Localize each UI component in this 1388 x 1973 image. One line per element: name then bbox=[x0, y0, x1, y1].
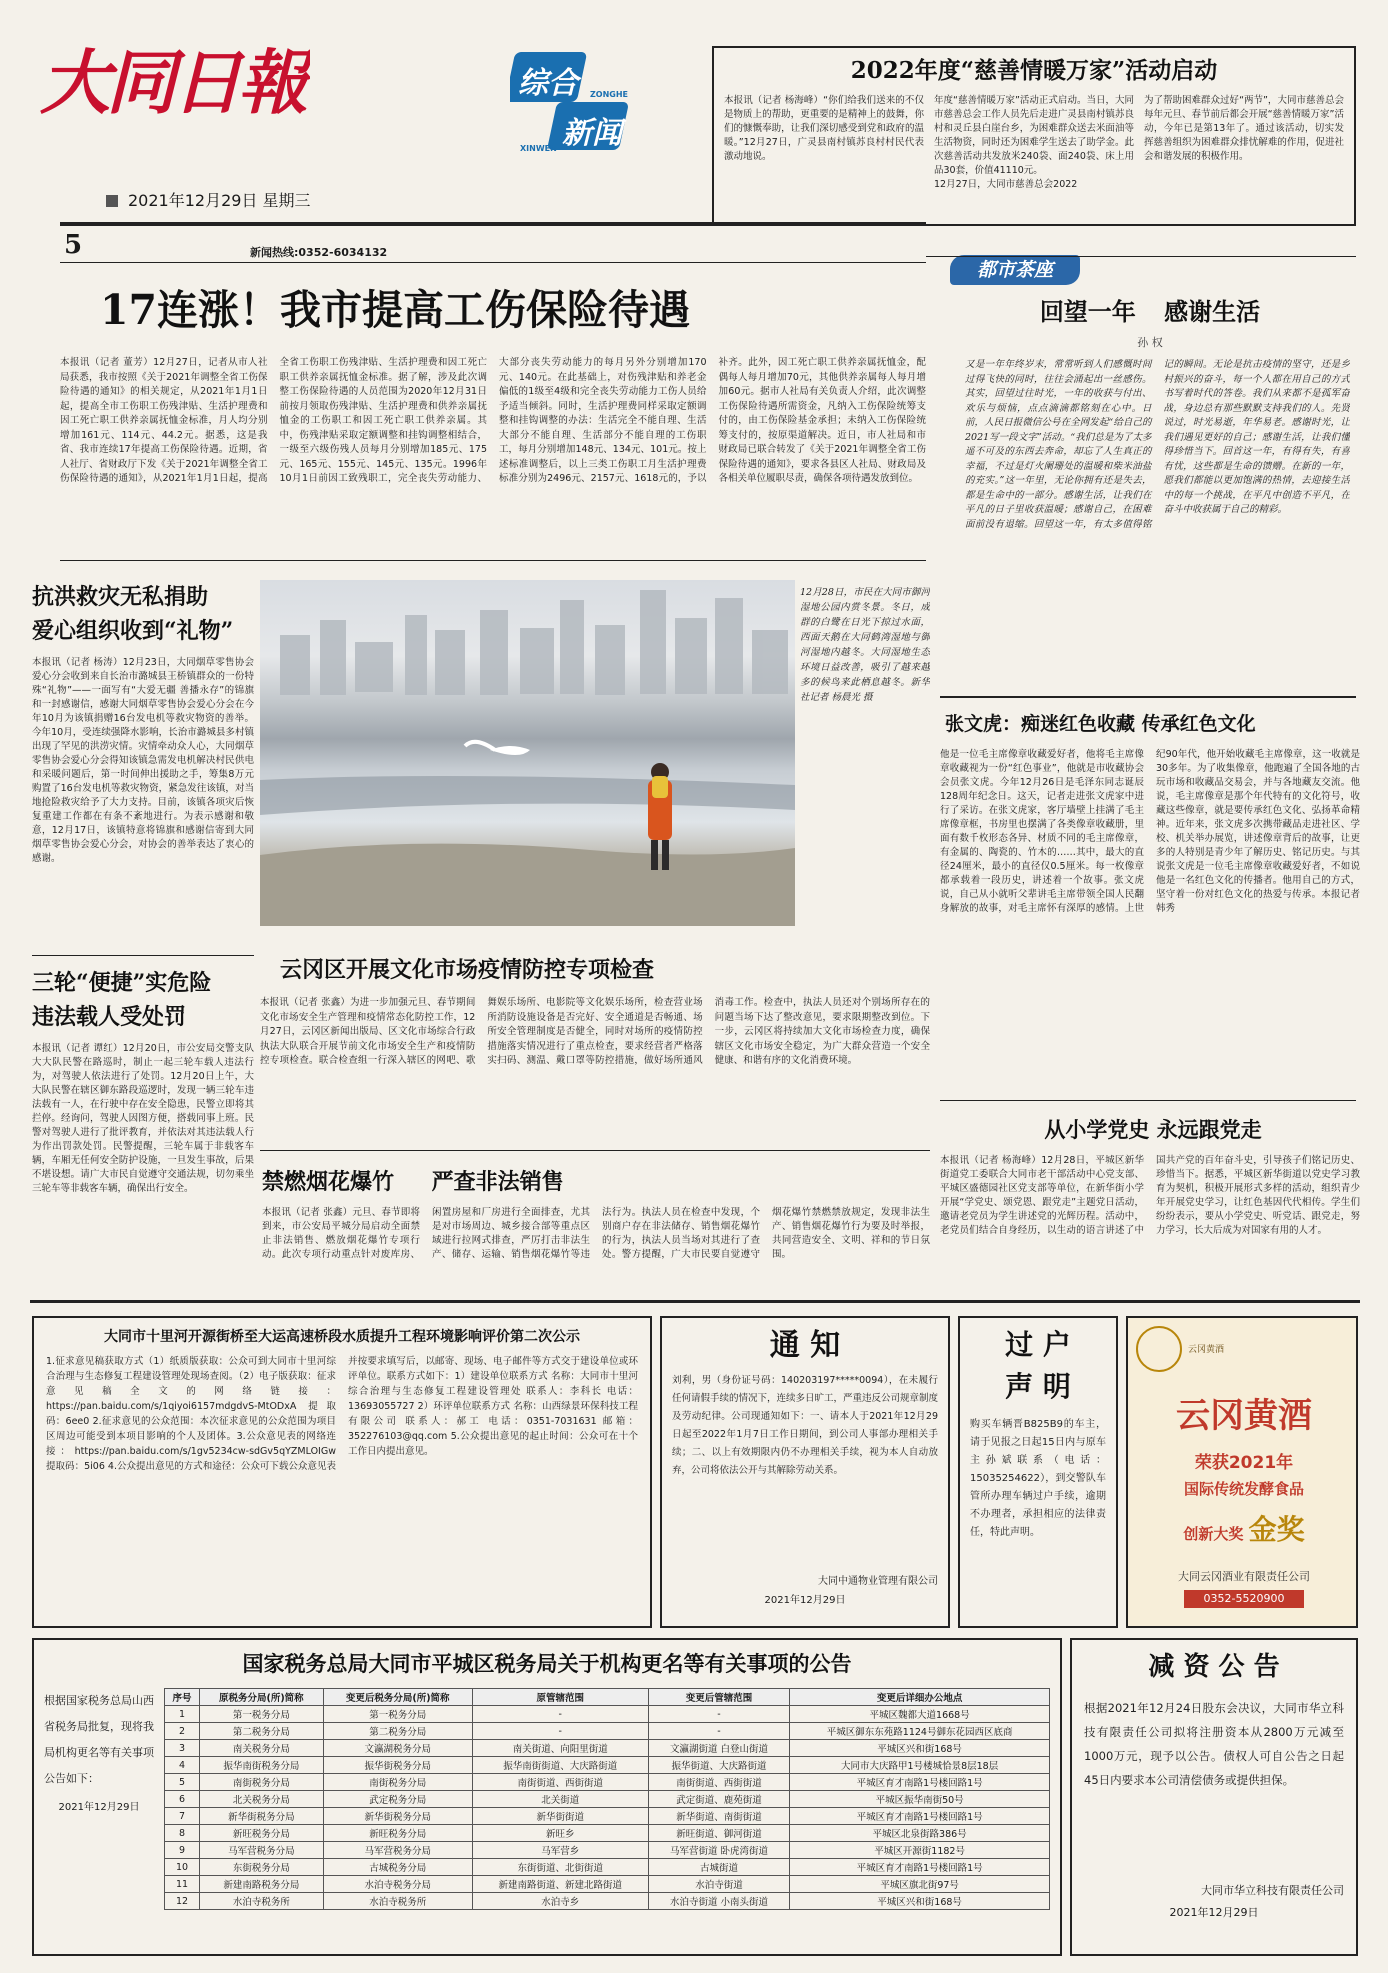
table-cell: 北关税务分局 bbox=[200, 1791, 324, 1808]
table-cell: 水泊寺税务所 bbox=[323, 1893, 472, 1910]
collector-headline: 张文虎：痴迷红色收藏 传承红色文化 bbox=[945, 713, 1256, 735]
table-cell: 平城区旗北街97号 bbox=[790, 1876, 1050, 1893]
inspect-headline: 云冈区开展文化市场疫情防控专项检查 bbox=[280, 957, 655, 983]
inspect-body: 本报讯（记者 张鑫）为进一步加强元旦、春节期间文化市场安全生产管理和疫情常态化防控工作，12月27日，云冈区新闻出版局、区文化市场综合行政执法大队联合开展节前文化市场安全生产和疫情防控专项检查。联合检查组一行深入辖区的网吧、歌舞娱乐场所、电影院等文化娱乐场所，检查营业场所消防设施设备是否完好、安全通道是否畅通、场所安全管理制度是否健全，同时对场所的疫情防控措施落实情况进行了重点检查，要求经营者严格落实扫码、测温、戴口罩等防控措施，做好场所通风消毒工作。检查中，执法人员还对个别场所存在的问题当场下达了整改意见，要求限期整改到位。下一步，云冈区将持续加大文化市场检查力度，确保辖区文化市场安全稳定，为广大群众营造一个安全健康、和谐有序的文化消费环境。 bbox=[260, 997, 930, 1066]
transfer-notice: 过 户 声 明 购买车辆晋B825B9的车主，请于见报之日起15日内与原车主孙斌联系（电话：15035254622），到交警队车管所办理车辆过户手续，逾期不办理者，承担相应的法律责任，特此声明。 bbox=[958, 1316, 1118, 1628]
table-cell: 水泊寺街道 bbox=[648, 1876, 790, 1893]
tax-table-header: 变更后税务分局(所)简称 bbox=[323, 1689, 472, 1706]
table-cell: 南关街道、向阳里街道 bbox=[472, 1740, 648, 1757]
section-badge: 综合 新闻 ZONGHE XINWEN bbox=[510, 40, 670, 160]
tax-table-header: 变更后管辖范围 bbox=[648, 1689, 790, 1706]
tax-table bbox=[164, 1688, 1050, 1910]
employment-notice: 通 知 刘利，男（身份证号码：140203197*****0094），在未履行任何请假手续的情况下，连续多日旷工，严重违反公司规章制度及劳动纪律。公司现通知如下：一、请本人于2021年12月29日起至2022年1月7日工作日期间，到公司人事部办理相关手续；二、以上有效期限内仍不办理相关手续，视为本人自动放弃，公司将依法公开与其解除劳动关系。 大同中通物业管理有限公司 2021年12月29日 bbox=[660, 1316, 950, 1628]
wine-logo-text: 云冈黄酒 bbox=[1188, 1345, 1225, 1355]
table-cell: 新旺乡 bbox=[472, 1825, 648, 1842]
table-cell: 6 bbox=[165, 1791, 200, 1808]
table-cell: 马军营税务分局 bbox=[323, 1842, 472, 1859]
table-cell: 马军营街道 卧虎湾街道 bbox=[648, 1842, 790, 1859]
charity-headline: 2022年度“慈善情暖万家”活动启动 bbox=[850, 57, 1218, 84]
table-cell: 南街街道、西街街道 bbox=[648, 1774, 790, 1791]
table-cell: 3 bbox=[165, 1740, 200, 1757]
table-row bbox=[165, 1723, 1050, 1740]
table-row bbox=[165, 1791, 1050, 1808]
table-cell: 南街税务分局 bbox=[323, 1774, 472, 1791]
table-row bbox=[165, 1757, 1050, 1774]
table-cell: 马军营乡 bbox=[472, 1842, 648, 1859]
tricycle-headline: 三轮“便捷”实危险 违法载人受处罚 bbox=[32, 970, 212, 1030]
table-row bbox=[165, 1876, 1050, 1893]
charity-article: 2022年度“慈善情暖万家”活动启动 本报讯（记者 杨海峰）“你们给我们送来的不仅是物质上的帮助，更重要的是精神上的鼓舞，你们的慷慨奉助，让我们深切感受到党和政府的温暖。”12月27日，广灵县南村镇苏良村村民代表激动地说。 年度“慈善情暖万家”活动正式启动。当日，大同市慈善总会工作人员先后走进广灵县南村镇苏良村和灵丘县白崖台乡，为困难群众送去米面油等生活物资，同时还为困难学生送去了助学金。此次慈善活动共发放米240袋、面240袋、床上用品30套，价值41110元。 12月27日，大同市慈善总会2022 为了帮助困难群众过好“两节”，大同市慈善总会每年元旦、春节前后都会开展“慈善情暖万家”活动，今年已是第13年了。通过该活动，切实发挥慈善组织为困难群众排忧解难的作用，促进社会和谐发展的积极作用。 bbox=[712, 46, 1356, 226]
table-row bbox=[165, 1893, 1050, 1910]
table-cell: 南街街道、西街街道 bbox=[472, 1774, 648, 1791]
table-cell: 马军营税务分局 bbox=[200, 1842, 324, 1859]
table-cell: 2 bbox=[165, 1723, 200, 1740]
table-cell: 振华南街街道、大庆路街道 bbox=[472, 1757, 648, 1774]
swan-photo bbox=[260, 580, 795, 926]
tax-table-header: 序号 bbox=[165, 1689, 200, 1706]
table-cell: 文瀛湖税务分局 bbox=[323, 1740, 472, 1757]
table-cell: 新华街税务分局 bbox=[323, 1808, 472, 1825]
lead-body: 本报讯（记者 董芳）12月27日，记者从市人社局获悉，我市按照《关于2021年调整全省工伤保险待遇的通知》的相关规定，从2021年1月1日起，提高全市工伤职工伤残津贴、生活护理费和因工死亡职工供养亲属抚恤金标准，月人均分别增加161元、114元、44.2元。据悉，这是我省、我市连续17年提高工伤保险待遇。近期，省人社厅、省财政厅下发《关于2021年调整全省工伤保险待遇的通知》，从2021年1月1日起，提高全省工伤职工伤残津贴、生活护理费和因工死亡职工供养亲属抚恤金标准。据了解，涉及此次调整工伤保险待遇的人员范围为2020年12月31日前按月领取伤残津贴、生活护理费和供养亲属抚恤金的工伤职工和因工死亡职工供养亲属。其中，伤残津贴采取定额调整和挂钩调整相结合，一级至六级伤残人员每月分别增加185元、175元、165元、155元、145元、135元。1996年10月1日前因工致残职工，完全丧失劳动能力、大部分丧失劳动能力的每月另外分别增加170元、140元。在此基础上，对伤残津贴和养老金偏低的1级至4级和完全丧失劳动能力工伤人员给予适当倾斜。同时，生活护理费同样采取定额调整和挂钩调整的办法：生活完全不能自理、生活大部分不能自理、生活部分不能自理的工伤职工，每月分别增加148元、134元、101元。按上述标准调整后，以上三类工伤职工月生活护理费标准分别为2496元、2157元、1618元的，予以补齐。此外，因工死亡职工供养亲属抚恤金，配偶每人每月增加70元，其他供养亲属每人每月增加60元。据市人社局有关负责人介绍，此次调整工伤保险待遇所需资金，凡纳入工伤保险统筹支付的，由工伤保险基金承担；未纳入工伤保险统筹支付的，按原渠道解决。近日，市人社局和市财政局已联合转发了《关于2021年调整全省工伤保险待遇的通知》，要求各县区人社局、财政局及各相关单位履职尽责，确保各项待遇发放到位。 bbox=[60, 357, 926, 484]
table-cell: 平城区育才南路1号楼回路1号 bbox=[790, 1859, 1050, 1876]
table-cell: 5 bbox=[165, 1774, 200, 1791]
column-label: 都市茶座 bbox=[950, 255, 1080, 285]
photo-caption: 12月28日，市民在大同市御河湿地公园内赏冬景。冬日，成群的白鹭在日光下掠过水面，西面天鹅在大同鹤湾湿地与御河湿地内越冬。大同湿地生态环境日益改善，吸引了越来越多的候鸟来此栖息越冬。新华社记者 杨晨光 摄 bbox=[800, 587, 930, 703]
table-cell: 11 bbox=[165, 1876, 200, 1893]
table-cell: - bbox=[472, 1706, 648, 1723]
party-body: 本报讯（记者 杨海峰）12月28日，平城区新华街道党工委联合大同市老干部活动中心党支部、平城区盛德园社区党支部等单位，在新华街小学开展“学党史、颂党恩、跟党走”主题党日活动，邀请老党员为学生讲述党的光辉历程。活动中，老党员们结合自身经历，以生动的语言讲述了中国共产党的百年奋斗史，引导孩子们铭记历史、珍惜当下。据悉，平城区新华街道以党史学习教育为契机，积极开展形式多样的活动，组织青少年开展党史学习，让红色基因代代相传。学生们纷纷表示，要从小学党史、听党话、跟党走，努力学习，长大后成为对国家有用的人才。 bbox=[940, 1155, 1360, 1236]
table-cell: 新建南路街道、新建北路街道 bbox=[472, 1876, 648, 1893]
table-cell: 12 bbox=[165, 1893, 200, 1910]
table-row bbox=[165, 1859, 1050, 1876]
table-cell: 北关街道 bbox=[472, 1791, 648, 1808]
table-cell: - bbox=[648, 1723, 790, 1740]
table-cell: 平城区魏都大道1668号 bbox=[790, 1706, 1050, 1723]
table-cell: 振华街税务分局 bbox=[323, 1757, 472, 1774]
table-cell: 新建南路税务分局 bbox=[200, 1876, 324, 1893]
tax-table-header: 原税务分局(所)简称 bbox=[200, 1689, 324, 1706]
table-cell: 新华街道、南街街道 bbox=[648, 1808, 790, 1825]
table-cell: 新旺街道、御河街道 bbox=[648, 1825, 790, 1842]
table-row bbox=[165, 1842, 1050, 1859]
relief-headline: 抗洪救灾无私捐助 爱心组织收到“礼物” bbox=[32, 584, 234, 644]
table-cell: 8 bbox=[165, 1825, 200, 1842]
table-cell: 9 bbox=[165, 1842, 200, 1859]
table-cell: 第二税务分局 bbox=[200, 1723, 324, 1740]
table-cell: 南关税务分局 bbox=[200, 1740, 324, 1757]
tricycle-body: 本报讯（记者 谭红）12月20日，市公安局交警支队大大队民警在路巡时，制止一起三轮车载人违法行为，对驾驶人依法进行了处罚。12月20日上午，大大队民警在辖区御东路段巡逻时，发现一辆三轮车违法载有一人，在行驶中存在安全隐患，民警立即将其拦停。经询问，驾驶人因图方便，搭载同事上班。民警对驾驶人进行了批评教育，并依法对其违法载人行为作出罚款处罚。民警提醒，三轮车属于非载客车辆，车厢无任何安全防护设施，一旦发生事故，后果不堪设想。请广大市民自觉遵守交通法规，切勿乘坐三轮车等非载客车辆，确保出行安全。 bbox=[32, 1043, 254, 1194]
table-cell: 新旺税务分局 bbox=[200, 1825, 324, 1842]
table-cell: 平城区兴和街168号 bbox=[790, 1740, 1050, 1757]
column-headline: 回望一年 感谢生活 bbox=[1039, 297, 1261, 326]
table-row bbox=[165, 1774, 1050, 1791]
page-number: 5 bbox=[64, 230, 83, 260]
table-row bbox=[165, 1740, 1050, 1757]
column-author: 孙 权 bbox=[1137, 336, 1163, 349]
fireworks-headline: 禁燃烟花爆竹 严查非法销售 bbox=[262, 1169, 564, 1195]
edition-date: 2021年12月29日 星期三 bbox=[128, 191, 311, 210]
table-cell: 10 bbox=[165, 1859, 200, 1876]
table-cell: 东街税务分局 bbox=[200, 1859, 324, 1876]
table-cell: 古城街道 bbox=[648, 1859, 790, 1876]
table-cell: 新华街街道 bbox=[472, 1808, 648, 1825]
table-cell: 文瀛湖街道 白登山街道 bbox=[648, 1740, 790, 1757]
table-cell: 古城税务分局 bbox=[323, 1859, 472, 1876]
masthead-logo: 大同日報 bbox=[40, 41, 304, 124]
table-cell: 新华街税务分局 bbox=[200, 1808, 324, 1825]
table-cell: 平城区开源街1182号 bbox=[790, 1842, 1050, 1859]
masthead-date-bar bbox=[106, 190, 696, 212]
table-cell: 平城区振华南街50号 bbox=[790, 1791, 1050, 1808]
table-cell: 南街税务分局 bbox=[200, 1774, 324, 1791]
column-body: 又是一年年终岁末，常常听到人们感慨时间过得飞快的同时，往往会涌起出一丝感伤。其实，回望过往时光，一年的收获与付出、欢乐与烦恼，点点滴滴都铭刻在心中。日前，人民日报微信公号在全网发起“给自己的2021写一段文字”活动。“我们总是为了太多遥不可及的东西去奔命，却忘了人生真正的幸福，不过是灯火阑珊处的温暖和柴米油盐的充实。”这一年里，无论你拥有还是失去，都是生命中的一部分。感谢生活，让我们在平凡的日子里收获温暖；感谢自己，在困难面前没有退缩。回望这一年，有太多值得铭记的瞬间。无论是抗击疫情的坚守，还是乡村振兴的奋斗，每一个人都在用自己的方式书写着时代的答卷。我们从来都不是孤军奋战，身边总有那些默默支持我们的人。先贤说过，时光易逝，年华易老。感谢时光，让我们遇见更好的自己；感谢生活，让我们懂得珍惜当下。回首这一年，有得有失，有喜有忧，这些都是生命的馈赠。在新的一年，愿我们都能以更加饱满的热情，去迎接生活中的每一个挑战，在平凡中创造不平凡，在奋斗中收获属于自己的精彩。 bbox=[965, 359, 1350, 530]
table-cell: - bbox=[472, 1723, 648, 1740]
tax-table-header: 变更后详细办公地点 bbox=[790, 1689, 1050, 1706]
relief-body: 本报讯（记者 杨涛）12月23日，大同烟草零售协会爱心分会收到来自长治市潞城县王桥镇群众的一份特殊“礼物”——一面写有“大爱无疆 善播永存”的锦旗和一封感谢信，感谢大同烟草零售协会爱心分会在今年10月为该镇捐赠16台发电机等救灾物资的善举。今年10月，受连续强降水影响，长治市潞城县多村镇出现了罕见的洪涝灾情。灾情牵动众人心，大同烟草零售协会爱心分会得知该镇急需发电机解决村民供电和采暖问题后，第一时间伸出援助之手，筹集8万元购置了16台发电机等救灾物资，紧急发往该镇，对当地抢险救灾给予了大力支持。目前，该镇各项灾后恢复重建工作都在有条不紊地进行。为表示感谢和敬意，12月17日，该镇特意将锦旗和感谢信寄到大同烟草零售协会爱心分会，对协会的善举表达了衷心的感谢。 bbox=[32, 657, 254, 864]
table-cell: 武定街道、鹿苑街道 bbox=[648, 1791, 790, 1808]
table-cell: 7 bbox=[165, 1808, 200, 1825]
table-cell: 平城区兴和街168号 bbox=[790, 1893, 1050, 1910]
table-cell: 振华街道、大庆路街道 bbox=[648, 1757, 790, 1774]
table-cell: 水泊寺街道 小南头街道 bbox=[648, 1893, 790, 1910]
table-cell: - bbox=[648, 1706, 790, 1723]
tax-table-header: 原管辖范围 bbox=[472, 1689, 648, 1706]
table-cell: 水泊寺乡 bbox=[472, 1893, 648, 1910]
table-cell: 4 bbox=[165, 1757, 200, 1774]
fireworks-body: 本报讯（记者 张鑫）元旦、春节即将到来，市公安局平城分局启动全面禁止非法销售、燃放烟花爆竹专项行动。此次专项行动重点针对废库房、闲置房屋和厂房进行全面排查，尤其是对市场周边、城乡接合部等重点区域进行拉网式排查，严厉打击非法生产、储存、运输、销售烟花爆竹等违法行为。执法人员在检查中发现，个别商户存在非法储存、销售烟花爆竹的行为，执法人员当场对其进行了查处。警方提醒，广大市民要自觉遵守烟花爆竹禁燃禁放规定，发现非法生产、销售烟花爆竹行为要及时举报，共同营造安全、文明、祥和的节日氛围。 bbox=[262, 1207, 930, 1260]
table-row bbox=[165, 1825, 1050, 1842]
table-row bbox=[165, 1706, 1050, 1723]
table-cell: 水泊寺税务分局 bbox=[323, 1876, 472, 1893]
env-notice: 大同市十里河开源街桥至大运高速桥段水质提升工程环境影响评价第二次公示 1.征求意见稿获取方式（1）纸质版获取：公众可到大同市十里河综合治理与生态修复工程建设管理处现场查阅。（2）电子版获取：征求意见稿全文的网络链接：https://pan.baidu.com/s/1qiyoi6157mdgdvS-MtODxA 提取码：6ee0 2.征求意见的公众范围：本次征求意见的公众范围为项目区周边可能受到本项目影响的个人及团体。3.公众意见表的网络连接：https://pan.baidu.com/s/1gv5234cw-sdGv5qYZMLOIGw 提取码：5i06 4.公众提出意见的方式和途径：公众可下载公众意见表并按要求填写后，以邮寄、现场、电子邮件等方式交于建设单位或环评单位。联系方式如下：1）建设单位联系方式 名称：大同市十里河综合治理与生态修复工程建设管理处 联系人：李科长 电话：13693055727 2）环评单位联系方式 名称：山西绿景环保科技工程有限公司 联系人：郝工 电话：0351-7031631 邮箱：352276103@qq.com 5.公众提出意见的起止时间：公众可在十个工作日内提出意见。 bbox=[32, 1316, 652, 1628]
table-cell: 武定税务分局 bbox=[323, 1791, 472, 1808]
tax-notice: 国家税务总局大同市平城区税务局关于机构更名等有关事项的公告 根据国家税务总局山西省税务局批复，现将我局机构更名等有关事项公告如下： 2021年12月29日 序号 原税务分局(所)简称 变更后税务分局(所)简称 原管辖范围 变更后管辖范围 变更后详细办公地点 1 第一税务分局 第一税务分局 - - 平城区魏都大道1668号 2 第二税务分局 第二税务分局 - - 平城区御东东苑路1124号御东花园西区底商 3 南关税务分局 文瀛湖税务分局 南关街道、向阳里街道 文瀛湖街道 白登山街道 平城区兴和街168号 4 振华南街税务分局 振华街税务分局 振华南街街道、大庆路街道 振华街道、大庆路街道 大同市大庆路甲1号楼城恰景8层18层 5 南街税务分局 南街税务分局 南街街道、西街街道 南街街道、西街街道 平城区育才南路1号楼回路1号 6 北关税务分局 武定税务分局 北关街道 武定街道、鹿苑街道 平城区振华南街50号 7 新华街税务分局 新华街税务分局 新华街街道 新华街道、南街街道 平城区育才南路1号楼回路1号 8 新旺税务分局 新旺税务分局 新旺乡 新旺街道、御河街道 平城区北泉街路386号 9 马军营税务分局 马军营税务分局 马军营乡 马军营街道 卧虎湾街道 平城区开源街1182号 10 东街税务分局 古城税务分局 东街街道、北街街道 古城街道 平城区育才南路1号楼回路1号 11 新建南路税务分局 水泊寺税务分局 新建南路街道、新建北路街道 水泊寺街道 平城区旗北街97号 12 水泊寺税务所 水泊寺税务所 水泊寺乡 水泊寺街道 小南头街道 平城区兴和街168号 bbox=[32, 1638, 1062, 1956]
capital-notice: 减 资 公 告 根据2021年12月24日股东会决议，大同市华立科技有限责任公司拟将注册资本从2800万元减至1000万元，现予以公告。债权人可自公告之日起45日内要求本公司清偿债务或提供担保。 大同市华立科技有限责任公司 2021年12月29日 bbox=[1070, 1638, 1358, 1956]
table-cell: 新旺税务分局 bbox=[323, 1825, 472, 1842]
wine-ad: 云冈黄酒 云冈黄酒 荣获2021年 国际传统发酵食品 创新大奖 金奖 大同云冈酒业有限责任公司 0352-5520900 bbox=[1126, 1316, 1358, 1628]
table-cell: 东街街道、北街街道 bbox=[472, 1859, 648, 1876]
table-cell: 大同市大庆路甲1号楼城恰景8层18层 bbox=[790, 1757, 1050, 1774]
table-row bbox=[165, 1808, 1050, 1825]
table-cell: 1 bbox=[165, 1706, 200, 1723]
lead-headline: 17连涨！我市提高工伤保险待遇 bbox=[100, 286, 691, 334]
news-hotline: 新闻热线:0352-6034132 bbox=[250, 246, 388, 259]
table-cell: 第二税务分局 bbox=[323, 1723, 472, 1740]
table-cell: 第一税务分局 bbox=[323, 1706, 472, 1723]
table-cell: 平城区育才南路1号楼回路1号 bbox=[790, 1774, 1050, 1791]
collector-body: 他是一位毛主席像章收藏爱好者，他将毛主席像章收藏视为一份“红色事业”，他就是市收藏协会会员张文虎。今年12月26日是毛泽东同志诞辰128周年纪念日。这天，记者走进张文虎家中进行了采访。在张文虎家，客厅墙壁上挂满了毛主席像章框，书房里也摆满了各类像章收藏册，里面有数千枚形态各异、材质不同的毛主席像章，有金属的、陶瓷的、竹木的……其中，最大的直径24厘米，最小的直径仅0.5厘米。每一枚像章都承载着一段历史，讲述着一个故事。张文虎说，自己从小就听父辈讲毛主席带领全国人民翻身解放的故事，对毛主席怀有深厚的感情。上世纪90年代，他开始收藏毛主席像章，这一收就是30多年。为了收集像章，他跑遍了全国各地的古玩市场和收藏品交易会，并与各地藏友交流。他说，毛主席像章是那个年代特有的文化符号，收藏这些像章，就是要传承红色文化、弘扬革命精神。近年来，张文虎多次携带藏品走进社区、学校、机关举办展览，讲述像章背后的故事，让更多的人特别是青少年了解历史、铭记历史。与其说张文虎是一位毛主席像章收藏爱好者，不如说他是一名红色文化的传播者。他用自己的方式，坚守着一份对红色文化的热爱与传承。本报记者 韩秀 bbox=[940, 749, 1360, 914]
party-headline: 从小学党史 永远跟党走 bbox=[1044, 1117, 1262, 1142]
table-cell: 平城区北泉街路386号 bbox=[790, 1825, 1050, 1842]
table-cell: 平城区御东东苑路1124号御东花园西区底商 bbox=[790, 1723, 1050, 1740]
table-cell: 振华南街税务分局 bbox=[200, 1757, 324, 1774]
table-cell: 第一税务分局 bbox=[200, 1706, 324, 1723]
table-cell: 平城区育才南路1号楼回路1号 bbox=[790, 1808, 1050, 1825]
table-cell: 水泊寺税务所 bbox=[200, 1893, 324, 1910]
